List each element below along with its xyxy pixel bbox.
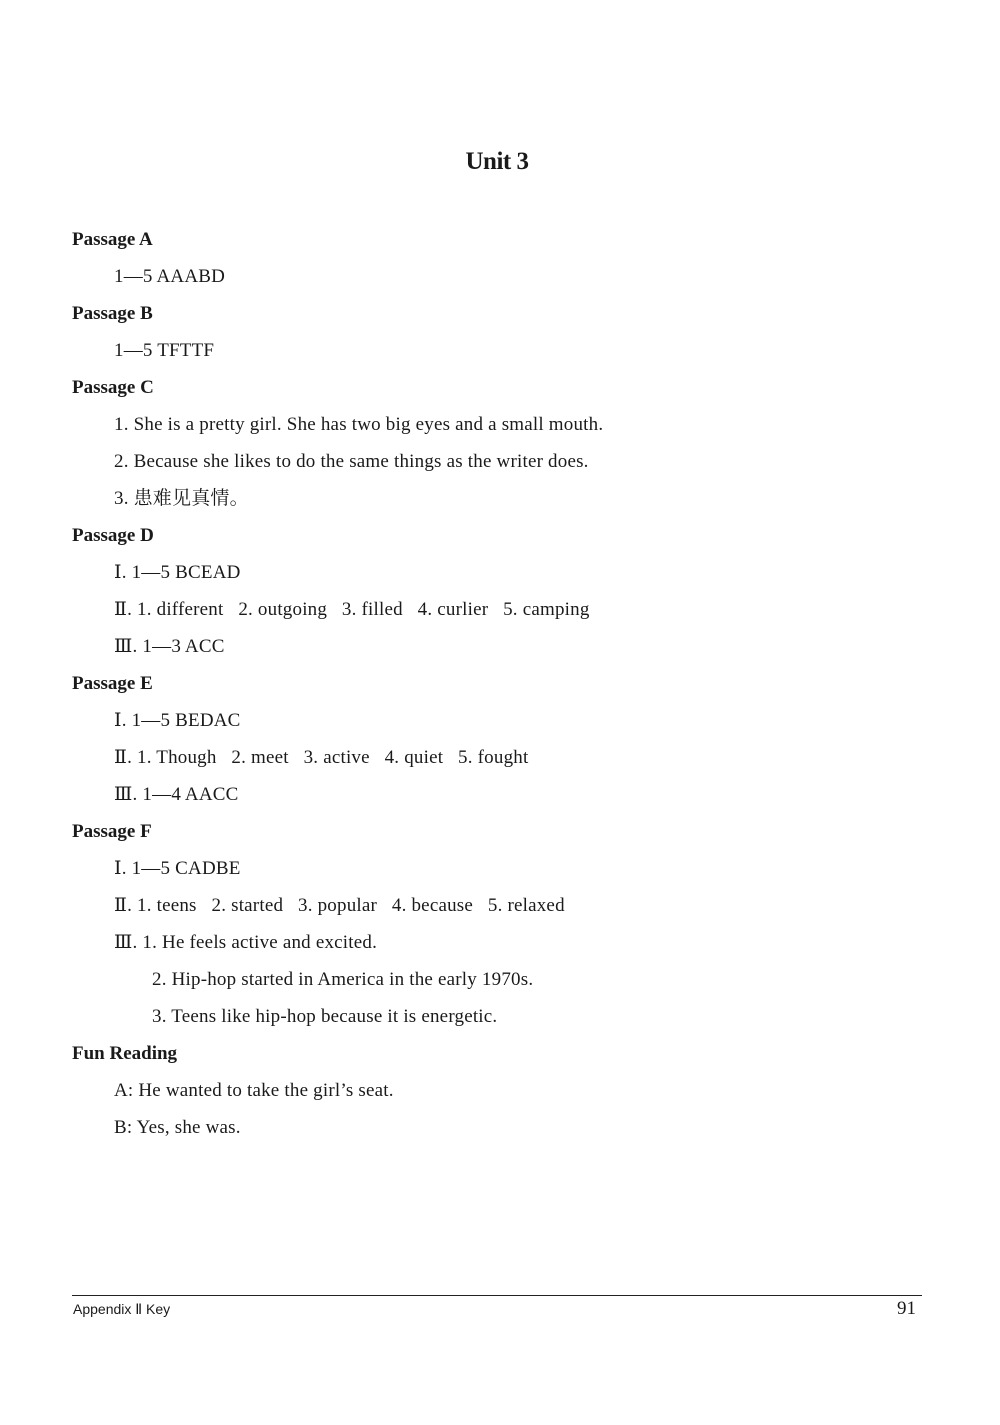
footer-label: Appendix Ⅱ Key: [73, 1301, 171, 1317]
answer-line: Ⅱ. 1. different 2. outgoing 3. filled 4. curlier 5. camping: [114, 599, 590, 620]
answer-line: A: He wanted to take the girl’s seat.: [114, 1080, 394, 1101]
passage-heading: Passage E: [72, 673, 153, 694]
page-number: 91: [897, 1298, 916, 1319]
answer-line: Ⅰ. 1—5 CADBE: [114, 858, 241, 879]
passage-d-section: [72, 518, 932, 666]
answer-line: 3. 患难见真情。: [114, 488, 249, 509]
passage-heading: Fun Reading: [72, 1043, 178, 1064]
answer-line: Ⅰ. 1—5 BEDAC: [114, 710, 241, 731]
page-title: Unit 3: [465, 148, 529, 175]
answer-subline: 3. Teens like hip-hop because it is energetic.: [152, 1006, 498, 1027]
answer-line: Ⅲ. 1—3 ACC: [114, 636, 225, 657]
passage-b-section: [72, 296, 932, 370]
passage-heading: Passage A: [72, 229, 153, 250]
answer-line: 2. Because she likes to do the same things as the writer does.: [114, 451, 589, 472]
answer-line: 1. She is a pretty girl. She has two big eyes and a small mouth.: [114, 414, 604, 435]
answer-line: Ⅱ. 1. Though 2. meet 3. active 4. quiet 5. fought: [114, 747, 529, 768]
passage-heading: Passage C: [72, 377, 154, 398]
footer-divider: [72, 1295, 922, 1296]
passage-c-section: [72, 370, 932, 518]
answer-line: B: Yes, she was.: [114, 1117, 241, 1138]
answer-line: 1—5 AAABD: [114, 266, 226, 287]
passage-heading: Passage B: [72, 303, 153, 324]
passage-f-section: [72, 814, 932, 1036]
passage-heading: Passage D: [72, 525, 154, 546]
passage-e-section: [72, 666, 932, 814]
answer-line: Ⅲ. 1—4 AACC: [114, 784, 239, 805]
passage-a-section: [72, 222, 932, 296]
answer-line: Ⅲ. 1. He feels active and excited.: [114, 932, 378, 953]
passage-heading: Passage F: [72, 821, 152, 842]
fun-reading-section: [72, 1036, 932, 1147]
answer-key-content: [72, 222, 932, 1147]
answer-line: Ⅱ. 1. teens 2. started 3. popular 4. because 5. relaxed: [114, 895, 565, 916]
answer-line: Ⅰ. 1—5 BCEAD: [114, 562, 241, 583]
answer-subline: 2. Hip-hop started in America in the early 1970s.: [152, 969, 534, 990]
answer-line: 1—5 TFTTF: [114, 340, 215, 361]
